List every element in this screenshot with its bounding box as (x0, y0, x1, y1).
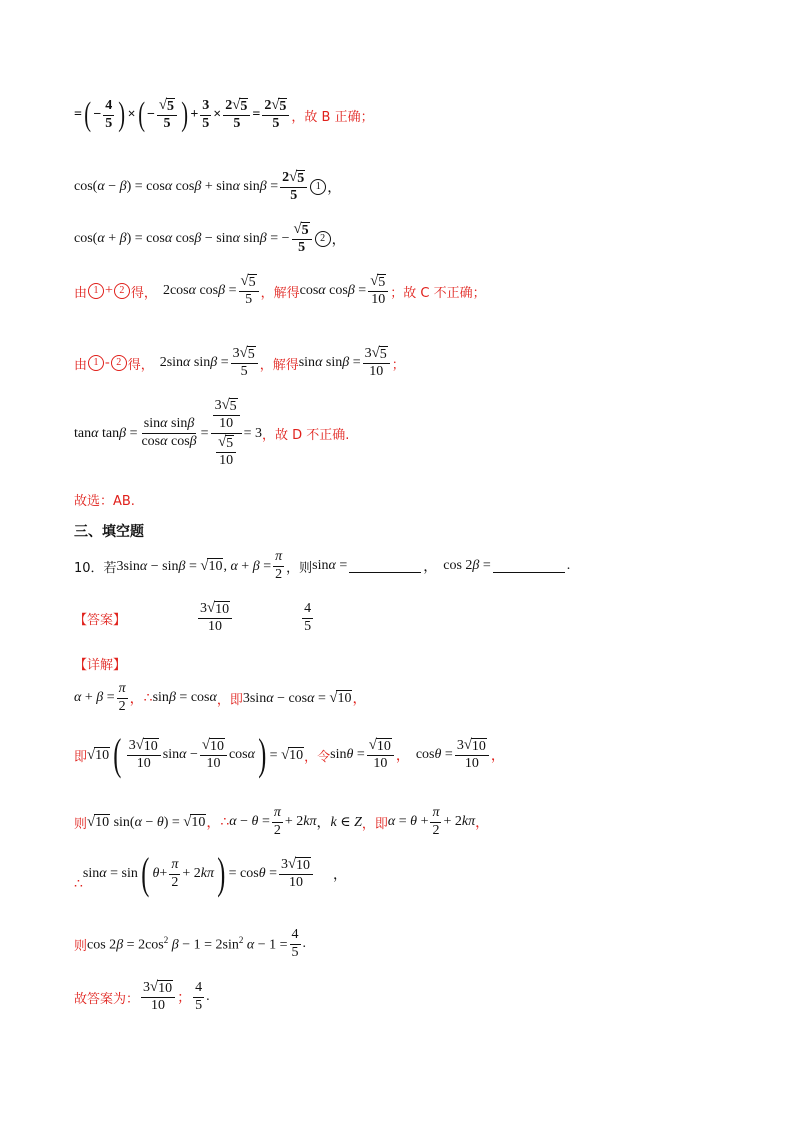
d5-prefix: 则 (74, 938, 88, 954)
d3-end: ， (475, 816, 490, 832)
detail-line-2: 即 √ 10 ( 3 √ 10 10 sinα − √ 10 10 cosα ) = √ 10 ，令 sinθ = √ 10 10 ， cosθ = 3 √ 10 10 ， (74, 730, 505, 779)
answer-blank-1[interactable] (349, 560, 421, 573)
d2-sep: ， (395, 749, 410, 764)
section-title: 三、填空题 (74, 524, 144, 540)
problem-number: 10．若 (74, 560, 117, 576)
d3-sep3: ，即 (361, 816, 388, 832)
line-4-mid2: ，解得 (260, 285, 300, 301)
line-2-comma: ， (327, 181, 342, 197)
line-5-mid1: 得， (127, 357, 154, 373)
solution-line-1: = ( − $\frac{4}{5}$ ) × ( − √ 5 5 ) + $\frac{3}{5}$ × 2 √ 5 5 = 2 √ 5 5 ，故 B 正确； (74, 96, 374, 134)
answer-line: 【答案】 3 √ 10 10 $\frac{4}{5}$ (74, 600, 312, 635)
detail-line-1: α + β = $\frac{\pi}{2}$ ， ∴ sinβ = cosα ，即 3sinα − cosα = √ 10 ， (74, 681, 367, 714)
d3-sep1: ， (206, 816, 221, 832)
final-end: . (206, 989, 210, 1005)
solution-line-6: tanα tanβ = $\frac{\text{sinα sinβ}}{\text{cosα cosβ}}$ = 3 √ 5 10 √ 5 10 = 3 ，故 D 不正确. (74, 397, 350, 469)
solution-line-4: 由 1 + 2 得， 2cosα cosβ = √ 5 5 ，解得 cosα cosβ = √ 5 10 ；故 C 不正确； (74, 273, 486, 308)
d2-end: ， (490, 749, 505, 764)
solution-line-5: 由 1 - 2 得， 2sinα sinβ = 3 √ 5 5 ，解得 sinα sinβ = 3 √ 5 10 ； (74, 345, 405, 380)
line-5-conclusion: ； (391, 357, 405, 373)
answer-label: 【答案】 (74, 612, 127, 628)
line-1-conclusion: ，故 B 正确； (291, 109, 374, 125)
d4-therefore-icon: ∴ (74, 876, 83, 892)
problem-mid: ，则 (286, 560, 313, 576)
answer-blank-2[interactable] (493, 560, 565, 573)
line-4-conclusion: ；故 C 不正确； (390, 285, 486, 301)
detail-line-5: 则 $\cos 2\beta = 2\cos^2$ $\beta - 1 = 2\sin^2$ α − 1 = $\frac{4}{5}$ . (74, 927, 307, 960)
final-answer: 故答案为： 3 √ 10 10 ； $\frac{4}{5}$ . (74, 979, 210, 1014)
d3-prefix: 则 (74, 816, 88, 832)
line-5-op: - (105, 355, 110, 371)
d2-prefix: 即 (74, 749, 88, 765)
d1-sep2: ，即 (216, 692, 243, 708)
line-5-prefix: 由 (74, 357, 88, 373)
line-4-prefix: 由 (74, 285, 88, 301)
problem-end: . (566, 558, 571, 574)
d2-mid: ，令 (304, 749, 331, 765)
final-prefix: 故答案为： (74, 991, 140, 1007)
d3-therefore-icon: ∴ (220, 814, 230, 830)
detail-line-4: ∴ sinα = sin ( θ + $\frac{\pi}{2}$ + 2kπ ) = cosθ = 3 √ 10 10 ， (74, 849, 348, 898)
detail-line-3: 则 √ 10 sin(α − θ) = √ 10 ， ∴ α − θ = $\frac{\pi}{2}$ + 2kπ ， k ∈ Z ，即 α = θ + $\frac{\pi}{2}$ + 2kπ ， (74, 805, 490, 838)
d1-sep1: ， (129, 692, 144, 708)
line-6-conclusion: ，故 D 不正确. (262, 428, 350, 444)
line-4-mid1: 得， (130, 285, 157, 301)
line-3-comma: ， (331, 233, 346, 249)
solution-line-3: cos(α + β) = cosα cosβ − sinα sinβ = − √ 5 5 2 ， (74, 221, 346, 256)
d1-therefore-icon: ∴ (143, 690, 153, 706)
problem-10: 10．若 3sinα − sinβ = √ 10 , α + β = $\frac{\pi}{2}$ ，则 sinα = ， cos 2β = . (74, 549, 571, 582)
line-5-mid2: ，解得 (259, 357, 299, 373)
d3-sep2: ， (316, 816, 331, 832)
solution-line-2: cos(α − β) = cosα cosβ + sinα sinβ = 2 √ 5 5 1 ， (74, 169, 342, 204)
detail-label: 【详解】 (74, 658, 127, 673)
d5-end: . (302, 936, 307, 952)
final-sep: ； (177, 991, 192, 1007)
choice-conclusion: 故选：AB. (74, 494, 135, 509)
problem-sep: ， (423, 560, 438, 576)
d1-end: ， (352, 692, 367, 708)
d4-end: ， (333, 868, 348, 883)
